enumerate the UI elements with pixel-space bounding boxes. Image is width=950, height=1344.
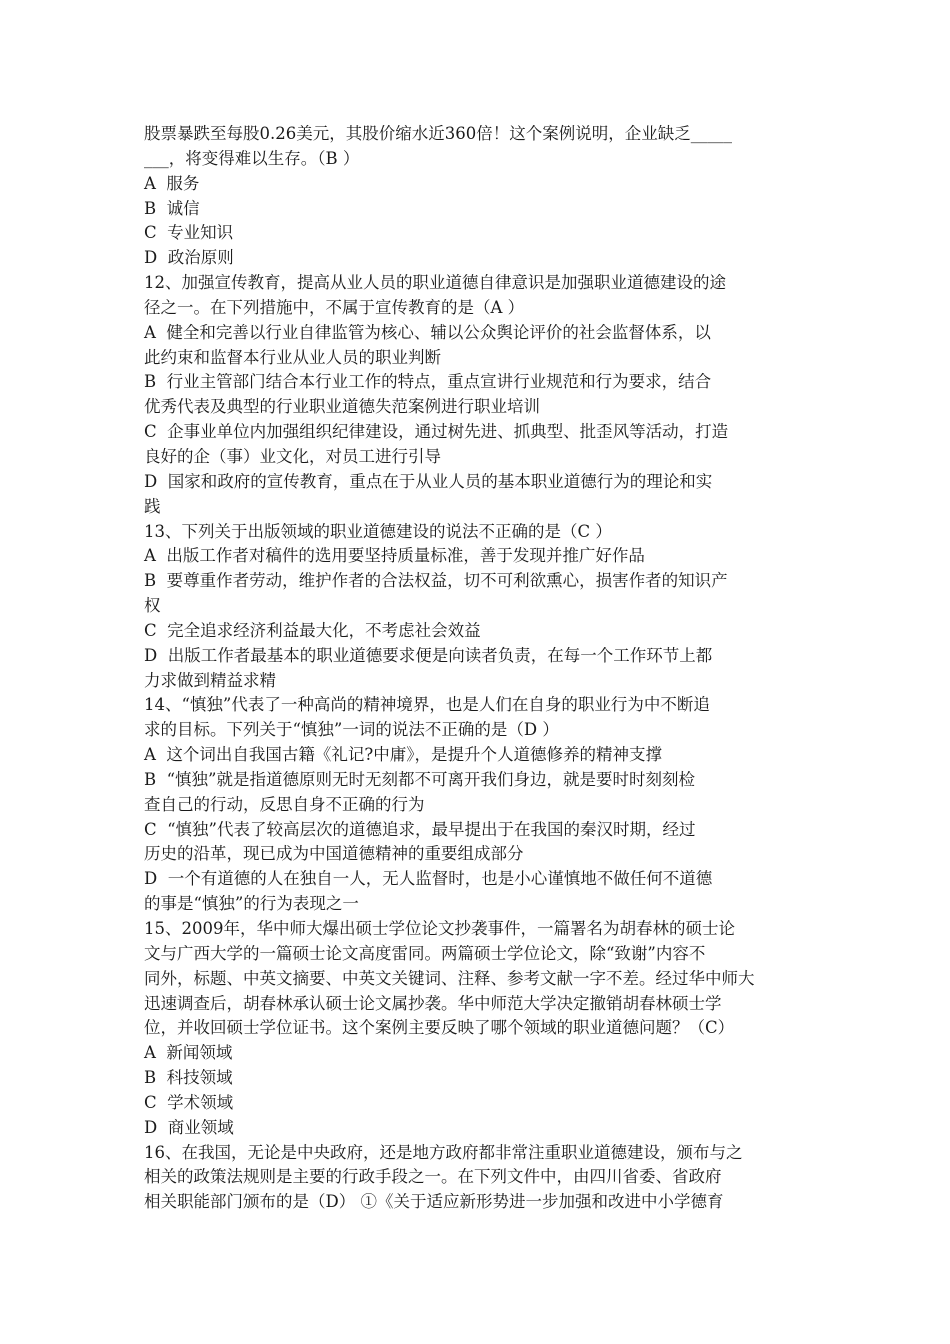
- option-line: D 出版工作者最基本的职业道德要求便是向读者负责，在每一个工作环节上都: [144, 645, 713, 665]
- question-line: 15、2009年，华中师大爆出硕士学位论文抄袭事件，一篇署名为胡春林的硕士论: [144, 919, 735, 938]
- question-line: 径之一。在下列措施中，不属于宣传教育的是（A ）: [144, 297, 525, 317]
- text-line: ___，将变得难以生存。（B ）: [144, 148, 360, 168]
- option-line: C 完全追求经济利益最大化，不考虑社会效益: [144, 620, 481, 640]
- question-line: 同外，标题、中英文摘要、中英文关键词、注释、参考文献一字不差。经过华中师大: [144, 968, 755, 988]
- option-line: 优秀代表及典型的行业职业道德失范案例进行职业培训: [144, 397, 540, 417]
- option-line: 此约束和监督本行业从业人员的职业判断: [144, 347, 441, 367]
- option-line: C 企事业单位内加强组织纪律建设，通过树先进、抓典型、批歪风等活动，打造: [144, 422, 729, 442]
- text-line: 股票暴跌至每股0.26美元，其股价缩水近360倍！这个案例说明，企业缺乏_____: [144, 124, 732, 143]
- question-line: 13、下列关于出版领域的职业道德建设的说法不正确的是（C ）: [144, 521, 612, 541]
- question-line: 求的目标。下列关于“慎独”一词的说法不正确的是（D ）: [144, 720, 559, 740]
- option-line: 查自己的行动，反思自身不正确的行为: [144, 794, 425, 814]
- option-line: B 行业主管部门结合本行业工作的特点，重点宣讲行业规范和行为要求，结合: [144, 372, 712, 392]
- document-body: [144, 122, 808, 1215]
- option-line: 的事是“慎独”的行为表现之一: [144, 894, 359, 914]
- option-line: D 商业领域: [144, 1117, 234, 1137]
- option-line: B 科技领域: [144, 1068, 233, 1088]
- option-line: C “慎独”代表了较高层次的道德追求，最早提出于在我国的秦汉时期，经过: [144, 819, 696, 839]
- option-line: C 专业知识: [144, 223, 234, 243]
- option-line: A 服务: [144, 173, 200, 193]
- option-line: 践: [144, 496, 161, 516]
- option-line: A 出版工作者对稿件的选用要坚持质量标准，善于发现并推广好作品: [144, 546, 645, 566]
- option-line: D 政治原则: [144, 248, 234, 268]
- option-line: B 要尊重作者劳动，维护作者的合法权益，切不可利欲熏心，损害作者的知识产: [144, 571, 728, 591]
- option-line: 历史的沿革，现已成为中国道德精神的重要组成部分: [144, 844, 524, 864]
- option-line: A 新闻领域: [144, 1043, 233, 1063]
- option-line: B 诚信: [144, 198, 200, 218]
- question-line: 12、加强宣传教育，提高从业人员的职业道德自律意识是加强职业道德建设的途: [144, 273, 726, 293]
- question-line: 相关的政策法规则是主要的行政手段之一。在下列文件中，由四川省委、省政府: [144, 1167, 722, 1187]
- option-line: 良好的企（事）业文化，对员工进行引导: [144, 446, 441, 466]
- option-line: A 这个词出自我国古籍《礼记?中庸》，是提升个人道德修养的精神支撑: [144, 745, 663, 765]
- question-line: 16、在我国，无论是中央政府，还是地方政府都非常注重职业道德建设，颁布与之: [144, 1142, 743, 1162]
- option-line: 权: [144, 596, 161, 616]
- option-line: C 学术领域: [144, 1092, 234, 1112]
- option-line: D 国家和政府的宣传教育，重点在于从业人员的基本职业道德行为的理论和实: [144, 471, 713, 491]
- question-line: 相关职能部门颁布的是（D） ①《关于适应新形势进一步加强和改进中小学德育: [144, 1192, 724, 1212]
- question-line: 文与广西大学的一篇硕士论文高度雷同。两篇硕士学位论文，除“致谢”内容不: [144, 943, 706, 963]
- question-line: 位，并收回硕士学位证书。这个案例主要反映了哪个领域的职业道德问题？（C）: [144, 1018, 735, 1038]
- question-line: 14、“慎独”代表了一种高尚的精神境界，也是人们在自身的职业行为中不断追: [144, 695, 710, 715]
- question-line: 迅速调查后，胡春林承认硕士论文属抄袭。华中师范大学决定撤销胡春林硕士学: [144, 993, 722, 1013]
- option-line: D 一个有道德的人在独自一人，无人监督时，也是小心谨慎地不做任何不道德: [144, 869, 713, 889]
- option-line: B “慎独”就是指道德原则无时无刻都不可离开我们身边，就是要时时刻刻检: [144, 769, 695, 789]
- option-line: A 健全和完善以行业自律监管为核心、辅以公众舆论评价的社会监督体系，以: [144, 322, 711, 342]
- option-line: 力求做到精益求精: [144, 670, 276, 690]
